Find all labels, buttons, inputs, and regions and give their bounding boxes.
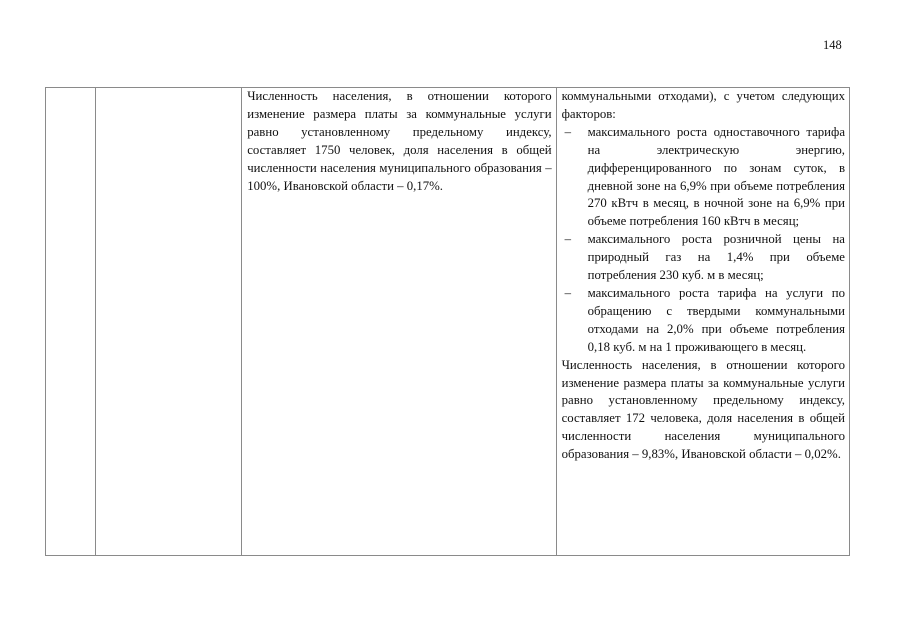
table-cell-col2: [96, 88, 242, 556]
dash-bullet: –: [564, 232, 572, 247]
factor-text: максимального роста одноставочного тарифа на электрическую энергию, дифференцированного по зонам суток, в дневной зоне на 6,9% при объеме потребления 270 кВтч в месяц, в ночной зоне на 6,9% при объеме потребления 160 кВтч в месяц;: [587, 124, 845, 229]
factor-text: максимального роста розничной цены на природный газ на 1,4% при объеме потребления 230 куб. м в месяц;: [587, 232, 845, 283]
list-item: [562, 285, 845, 357]
population-paragraph-region: Численность населения, в отношении которого изменение размера платы за коммунальные услуги равно установленному предельному индексу, составляет 1750 человек, доля населения в общей численности населения муниципального образования – 100%, Ивановской области – 0,17%.: [247, 89, 552, 193]
table-cell-col4: [556, 88, 849, 556]
dash-bullet: –: [564, 124, 572, 139]
list-item: [562, 124, 845, 231]
factors-list: [562, 124, 845, 357]
dash-bullet: –: [564, 285, 572, 300]
factors-intro: коммунальными отходами), с учетом следующих факторов:: [561, 89, 845, 121]
table-cell-col3: [242, 88, 556, 556]
table-row: [46, 88, 850, 556]
population-paragraph-municipal: Численность населения, в отношении которого изменение размера платы за коммунальные услуги равно установленному предельному индексу, составляет 172 человека, доля населения в общей численности населения муниципального образования – 9,83%, Ивановской области – 0,02%.: [561, 357, 845, 462]
factor-text: максимального роста тарифа на услуги по обращению с твердыми коммунальными отходами на 2,0% при объеме потребления 0,18 куб. м на 1 проживающего в месяц.: [587, 285, 845, 354]
list-item: [562, 231, 845, 285]
table-cell-col1: [46, 88, 96, 556]
document-table: [45, 87, 850, 556]
page-number: 148: [823, 38, 842, 52]
